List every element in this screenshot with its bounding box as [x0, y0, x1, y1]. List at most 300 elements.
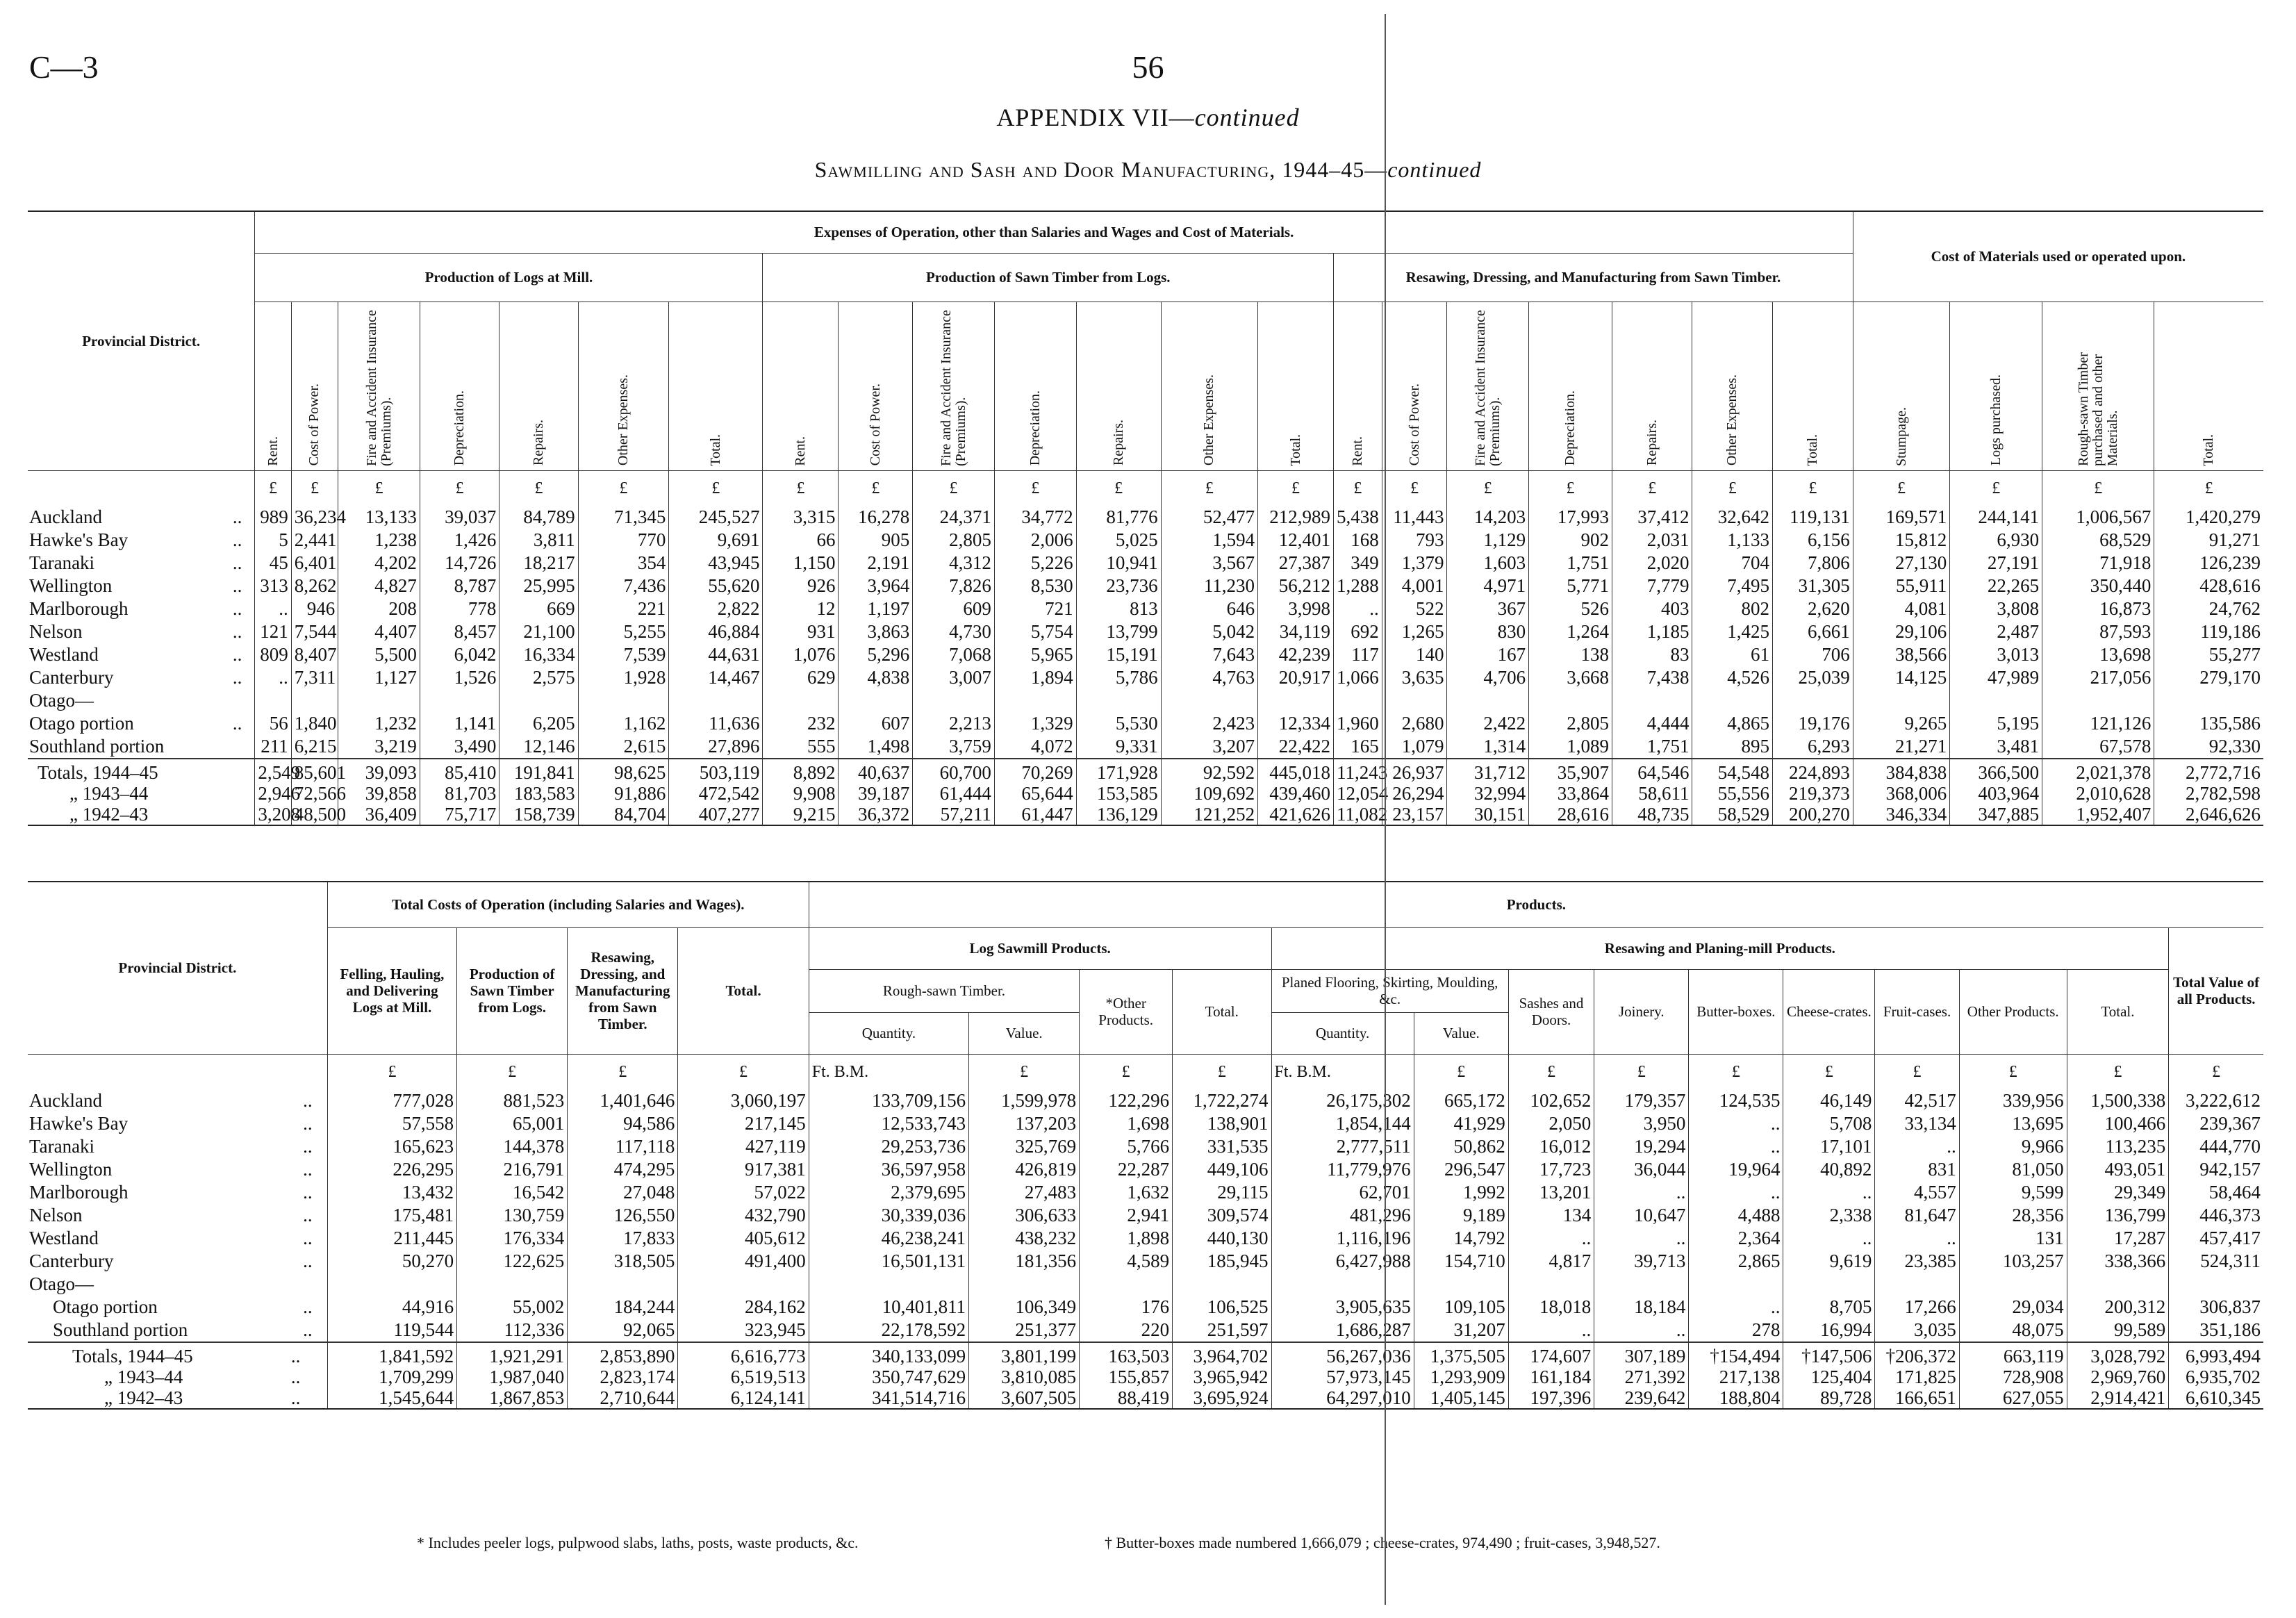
leader-dots: .. — [303, 1181, 313, 1203]
total-cell: 60,700 — [913, 759, 995, 783]
value-cell: 432,790 — [678, 1204, 809, 1227]
value-cell: 5,296 — [839, 643, 913, 666]
total-cell: 33,864 — [1529, 783, 1612, 804]
value-cell: 102,652 — [1508, 1089, 1594, 1112]
value-cell: 168 — [1334, 529, 1382, 552]
value-cell: 2,620 — [1772, 597, 1853, 620]
total-cell: 155,857 — [1080, 1367, 1173, 1387]
col-header-text: Repairs. — [530, 420, 546, 466]
value-cell: 4,865 — [1692, 712, 1773, 735]
value-cell: 221 — [578, 597, 669, 620]
value-cell: 446,373 — [2169, 1204, 2263, 1227]
district-name: Otago portion .. — [28, 712, 255, 735]
total-cell: 200,270 — [1772, 804, 1853, 825]
value-cell: 13,133 — [338, 506, 420, 529]
total-cell: 36,409 — [338, 804, 420, 825]
value-cell — [678, 1273, 809, 1296]
value-cell: 3,013 — [1950, 643, 2042, 666]
value-cell: 609 — [913, 597, 995, 620]
col-header-13 — [1258, 302, 1334, 470]
total-cell: 3,964,702 — [1173, 1342, 1271, 1367]
value-cell: 4,557 — [1875, 1181, 1959, 1204]
value-cell: 3,490 — [420, 735, 499, 759]
value-cell: 313 — [255, 575, 291, 597]
table-row — [28, 552, 2263, 575]
col-planed-value: Value. — [1414, 1012, 1508, 1054]
value-cell — [1080, 1273, 1173, 1296]
value-cell — [839, 689, 913, 712]
district-header: Provincial District. — [28, 211, 255, 470]
value-cell: 4,730 — [913, 620, 995, 643]
totals-label: Totals, 1944–45 — [28, 1342, 290, 1367]
total-cell: 445,018 — [1258, 759, 1334, 783]
col-header-text: Repairs. — [1644, 420, 1660, 466]
value-cell: 3,007 — [913, 666, 995, 689]
unit-cell: £ — [1959, 1054, 2067, 1089]
value-cell: 6,401 — [291, 552, 338, 575]
value-cell: 11,779,976 — [1271, 1158, 1414, 1181]
value-cell: 449,106 — [1173, 1158, 1271, 1181]
district-name: Nelson .. — [28, 620, 255, 643]
materials-group-header: Cost of Materials used or operated upon. — [1853, 211, 2263, 302]
col-header-5 — [578, 302, 669, 470]
unit-cell: £ — [1692, 470, 1773, 506]
unit-blank — [290, 1054, 327, 1089]
total-cell: 346,334 — [1853, 804, 1949, 825]
value-cell: 4,488 — [1689, 1204, 1783, 1227]
sawn-subheader: Production of Sawn Timber from Logs. — [763, 253, 1334, 302]
value-cell — [1772, 689, 1853, 712]
value-cell: 926 — [763, 575, 839, 597]
value-cell: 244,141 — [1950, 506, 2042, 529]
value-cell: 16,012 — [1508, 1135, 1594, 1158]
value-cell: 122,625 — [457, 1250, 568, 1273]
unit-cell: £ — [1258, 470, 1334, 506]
table-row — [28, 712, 2263, 735]
value-cell: 9,331 — [1076, 735, 1161, 759]
value-cell: 1,751 — [1612, 735, 1692, 759]
leader-dots: .. — [290, 1366, 301, 1387]
total-cell: 89,728 — [1783, 1387, 1875, 1409]
total-cell: 84,704 — [578, 804, 669, 825]
value-cell: 57,558 — [327, 1112, 456, 1135]
value-cell — [1875, 1273, 1959, 1296]
value-cell: 5,226 — [994, 552, 1076, 575]
value-cell: 36,234 — [291, 506, 338, 529]
value-cell: 2,423 — [1161, 712, 1257, 735]
total-cell: 55,556 — [1692, 783, 1773, 804]
value-cell: 607 — [839, 712, 913, 735]
total-cell: 1,841,592 — [327, 1342, 456, 1367]
total-cell: 188,804 — [1689, 1387, 1783, 1409]
unit-cell: £ — [2169, 1054, 2263, 1089]
value-cell: 9,265 — [1853, 712, 1949, 735]
value-cell: 92,065 — [568, 1319, 678, 1342]
total-cell: 88,419 — [1080, 1387, 1173, 1409]
value-cell: 216,791 — [457, 1158, 568, 1181]
unit-cell: £ — [839, 470, 913, 506]
value-cell: 1,498 — [839, 735, 913, 759]
value-cell: 3,964 — [839, 575, 913, 597]
value-cell: 13,201 — [1508, 1181, 1594, 1204]
value-cell: 3,219 — [338, 735, 420, 759]
col-header-text: Rent. — [265, 436, 281, 466]
value-cell: 37,412 — [1612, 506, 1692, 529]
total-cell: 70,269 — [994, 759, 1076, 783]
totals-row — [28, 783, 2263, 804]
value-cell: 2,379,695 — [809, 1181, 968, 1204]
total-cell: 2,772,716 — [2154, 759, 2263, 783]
value-cell: 99,589 — [2067, 1319, 2169, 1342]
value-cell: 7,438 — [1612, 666, 1692, 689]
total-cell: 2,969,760 — [2067, 1367, 2169, 1387]
value-cell: 830 — [1447, 620, 1529, 643]
total-cell: 92,592 — [1161, 759, 1257, 783]
district-name: Marlborough — [29, 1181, 129, 1203]
total-cell: 171,928 — [1076, 759, 1161, 783]
value-cell: 92,330 — [2154, 735, 2263, 759]
value-cell — [255, 689, 291, 712]
total-cell: 72,566 — [291, 783, 338, 804]
value-cell: 13,432 — [327, 1181, 456, 1204]
value-cell: 5,771 — [1529, 575, 1612, 597]
value-cell: 4,971 — [1447, 575, 1529, 597]
value-cell: 4,838 — [839, 666, 913, 689]
value-cell: 1,197 — [839, 597, 913, 620]
total-cell: 1,921,291 — [457, 1342, 568, 1367]
total-cell: 2,549 — [255, 759, 291, 783]
value-cell: 6,427,988 — [1271, 1250, 1414, 1273]
unit-cell: £ — [1689, 1054, 1783, 1089]
value-cell: 444,770 — [2169, 1135, 2263, 1158]
page-number: 56 — [1132, 49, 1164, 85]
leader-dots: .. — [303, 1296, 313, 1317]
value-cell: 50,862 — [1414, 1135, 1508, 1158]
district-name: Otago— — [29, 689, 94, 711]
value-cell: 165,623 — [327, 1135, 456, 1158]
total-cell: 174,607 — [1508, 1342, 1594, 1367]
value-cell: 5,042 — [1161, 620, 1257, 643]
value-cell — [809, 1273, 968, 1296]
totals-label: „ 1943–44 — [104, 1366, 183, 1387]
value-cell: 1,603 — [1447, 552, 1529, 575]
value-cell: 20,917 — [1258, 666, 1334, 689]
table-row — [28, 1089, 2263, 1112]
col-log-total: Total. — [1173, 969, 1271, 1054]
value-cell: 2,575 — [499, 666, 578, 689]
leader-dots: .. — [303, 1135, 313, 1157]
value-cell: 8,705 — [1783, 1296, 1875, 1319]
value-cell: 21,100 — [499, 620, 578, 643]
district-name: Westland — [29, 1227, 99, 1248]
leader-dots: .. — [232, 712, 242, 734]
col-header-16 — [1447, 302, 1529, 470]
value-cell: 42,517 — [1875, 1089, 1959, 1112]
total-cell: 6,610,345 — [2169, 1387, 2263, 1409]
value-cell — [1334, 689, 1382, 712]
value-cell: 2,050 — [1508, 1112, 1594, 1135]
total-cell: 271,392 — [1594, 1367, 1689, 1387]
value-cell: 4,202 — [338, 552, 420, 575]
value-cell: 350,440 — [2042, 575, 2154, 597]
col-header-text: Fire and Accident Insurance (Premiums). — [938, 309, 968, 466]
value-cell: .. — [1875, 1135, 1959, 1158]
value-cell: 34,119 — [1258, 620, 1334, 643]
total-cell: 54,548 — [1692, 759, 1773, 783]
total-cell: 171,825 — [1875, 1367, 1959, 1387]
total-cell: 163,503 — [1080, 1342, 1173, 1367]
leader-dots: .. — [232, 529, 242, 550]
value-cell: 1,141 — [420, 712, 499, 735]
value-cell: 121 — [255, 620, 291, 643]
value-cell: 704 — [1692, 552, 1773, 575]
value-cell: 14,726 — [420, 552, 499, 575]
value-cell: 144,378 — [457, 1135, 568, 1158]
value-cell: 793 — [1382, 529, 1447, 552]
leader-dots: .. — [303, 1204, 313, 1225]
value-cell: 131 — [1959, 1227, 2067, 1250]
value-cell: 17,833 — [568, 1227, 678, 1250]
value-cell: 117,118 — [568, 1135, 678, 1158]
value-cell — [1271, 1273, 1414, 1296]
value-cell: 34,772 — [994, 506, 1076, 529]
value-cell: 5,786 — [1076, 666, 1161, 689]
unit-blank — [28, 470, 255, 506]
value-cell: 55,002 — [457, 1296, 568, 1319]
value-cell: 3,998 — [1258, 597, 1334, 620]
value-cell: 367 — [1447, 597, 1529, 620]
value-cell: 220 — [1080, 1319, 1173, 1342]
total-cell: 9,215 — [763, 804, 839, 825]
col-felling: Felling, Hauling, and Delivering Logs at Mill. — [327, 927, 456, 1054]
value-cell: 1,420,279 — [2154, 506, 2263, 529]
value-cell: 138 — [1529, 643, 1612, 666]
col-total-value: Total Value of all Products. — [2169, 927, 2263, 1054]
value-cell: 22,178,592 — [809, 1319, 968, 1342]
col-fruit-cases: Fruit-cases. — [1875, 969, 1959, 1054]
value-cell: 19,176 — [1772, 712, 1853, 735]
col-header-9 — [913, 302, 995, 470]
value-cell: 66 — [763, 529, 839, 552]
district-header-2: Provincial District. — [28, 882, 327, 1054]
value-cell: 62,701 — [1271, 1181, 1414, 1204]
total-cell: 64,297,010 — [1271, 1387, 1414, 1409]
value-cell: 13,799 — [1076, 620, 1161, 643]
value-cell: 40,892 — [1783, 1158, 1875, 1181]
value-cell: 4,526 — [1692, 666, 1773, 689]
table-row — [28, 575, 2263, 597]
table-row — [28, 666, 2263, 689]
value-cell: 1,425 — [1692, 620, 1773, 643]
value-cell: 4,763 — [1161, 666, 1257, 689]
value-cell: 55,277 — [2154, 643, 2263, 666]
value-cell: 491,400 — [678, 1250, 809, 1273]
value-cell: 16,994 — [1783, 1319, 1875, 1342]
district-name: Otago— — [29, 1273, 94, 1294]
leader-dots: .. — [232, 620, 242, 642]
value-cell: 3,567 — [1161, 552, 1257, 575]
value-cell: 1,894 — [994, 666, 1076, 689]
col-other-products-star: *Other Products. — [1080, 969, 1173, 1054]
col-header-text: Cost of Power. — [867, 383, 883, 466]
value-cell: 13,695 — [1959, 1112, 2067, 1135]
value-cell: 1,686,287 — [1271, 1319, 1414, 1342]
district-name: Westland .. — [28, 643, 255, 666]
value-cell: 1,401,646 — [568, 1089, 678, 1112]
value-cell: 27,191 — [1950, 552, 2042, 575]
unit-cell: £ — [2067, 1054, 2169, 1089]
value-cell — [457, 1273, 568, 1296]
value-cell — [420, 689, 499, 712]
value-cell: 3,222,612 — [2169, 1089, 2263, 1112]
value-cell — [763, 689, 839, 712]
value-cell: 3,060,197 — [678, 1089, 809, 1112]
leader-dots: .. — [232, 575, 242, 596]
value-cell: 23,385 — [1875, 1250, 1959, 1273]
value-cell: 1,329 — [994, 712, 1076, 735]
unit-cell: £ — [1414, 1054, 1508, 1089]
value-cell — [1594, 1273, 1689, 1296]
value-cell: 17,287 — [2067, 1227, 2169, 1250]
value-cell: 3,863 — [839, 620, 913, 643]
total-cell: 219,373 — [1772, 783, 1853, 804]
total-cell: 91,886 — [578, 783, 669, 804]
costs-group-header: Total Costs of Operation (including Salaries and Wages). — [327, 882, 809, 927]
value-cell: 669 — [499, 597, 578, 620]
unit-cell: £ — [1447, 470, 1529, 506]
value-cell: .. — [1783, 1181, 1875, 1204]
value-cell: 71,918 — [2042, 552, 2154, 575]
value-cell: 4,706 — [1447, 666, 1529, 689]
value-cell: 165 — [1334, 735, 1382, 759]
unit-cell: Ft. B.M. — [1271, 1054, 1414, 1089]
table-row — [28, 1227, 2263, 1250]
value-cell: 36,597,958 — [809, 1158, 968, 1181]
col-joinery: Joinery. — [1594, 969, 1689, 1054]
value-cell: 2,020 — [1612, 552, 1692, 575]
value-cell: 5,500 — [338, 643, 420, 666]
total-cell: 121,252 — [1161, 804, 1257, 825]
value-cell: 3,759 — [913, 735, 995, 759]
value-cell: 7,068 — [913, 643, 995, 666]
leader-dots: .. — [232, 506, 242, 527]
resaw-planing-subheader: Resawing and Planing-mill Products. — [1271, 927, 2169, 969]
col-header-text: Other Expenses. — [616, 374, 631, 466]
value-cell: 87,593 — [2042, 620, 2154, 643]
totals-label: Totals, 1944–45 — [28, 759, 255, 783]
value-cell: 8,407 — [291, 643, 338, 666]
unit-cell: £ — [499, 470, 578, 506]
value-cell: 36,044 — [1594, 1158, 1689, 1181]
total-cell: 1,867,853 — [457, 1387, 568, 1409]
value-cell: 5,766 — [1080, 1135, 1173, 1158]
value-cell: 474,295 — [568, 1158, 678, 1181]
value-cell: 6,930 — [1950, 529, 2042, 552]
value-cell — [499, 689, 578, 712]
total-cell: 48,500 — [291, 804, 338, 825]
col-header-text: Total. — [707, 434, 723, 466]
value-cell: 16,278 — [839, 506, 913, 529]
totals-row — [28, 1342, 2263, 1367]
value-cell: 31,305 — [1772, 575, 1853, 597]
total-cell: 1,375,505 — [1414, 1342, 1508, 1367]
total-cell: 6,616,773 — [678, 1342, 809, 1367]
value-cell — [969, 1273, 1080, 1296]
total-cell: 158,739 — [499, 804, 578, 825]
value-cell: 46,149 — [1783, 1089, 1875, 1112]
table-row — [28, 1273, 2263, 1296]
col-header-text: Rent. — [1349, 436, 1365, 466]
total-cell: 403,964 — [1950, 783, 2042, 804]
total-cell: 1,987,040 — [457, 1367, 568, 1387]
value-cell: 1,751 — [1529, 552, 1612, 575]
unit-cell: £ — [1594, 1054, 1689, 1089]
value-cell: 646 — [1161, 597, 1257, 620]
value-cell: 184,244 — [568, 1296, 678, 1319]
total-cell: 472,542 — [669, 783, 763, 804]
log-sawmill-subheader: Log Sawmill Products. — [809, 927, 1271, 969]
value-cell: 1,594 — [1161, 529, 1257, 552]
value-cell: 1,066 — [1334, 666, 1382, 689]
value-cell: 3,950 — [1594, 1112, 1689, 1135]
total-cell: 2,646,626 — [2154, 804, 2263, 825]
district-name: Wellington .. — [28, 575, 255, 597]
value-cell: 1,185 — [1612, 620, 1692, 643]
value-cell: 217,145 — [678, 1112, 809, 1135]
total-cell: 57,211 — [913, 804, 995, 825]
unit-cell: £ — [1875, 1054, 1959, 1089]
unit-cell: £ — [1950, 470, 2042, 506]
value-cell: 1,500,338 — [2067, 1089, 2169, 1112]
value-cell: 113,235 — [2067, 1135, 2169, 1158]
value-cell: 39,713 — [1594, 1250, 1689, 1273]
value-cell: 2,006 — [994, 529, 1076, 552]
value-cell: .. — [1689, 1112, 1783, 1135]
table-row — [28, 597, 2263, 620]
value-cell: 56,212 — [1258, 575, 1334, 597]
value-cell — [338, 689, 420, 712]
value-cell: 31,207 — [1414, 1319, 1508, 1342]
district-name: Canterbury .. — [28, 666, 255, 689]
table-row — [28, 1319, 2263, 1342]
leader-dots: .. — [290, 1342, 327, 1367]
value-cell — [1950, 689, 2042, 712]
footnote-star: * Includes peeler logs, pulpwood slabs, laths, posts, waste products, &c. — [417, 1534, 859, 1551]
value-cell: 17,993 — [1529, 506, 1612, 529]
value-cell: 226,295 — [327, 1158, 456, 1181]
value-cell: 15,812 — [1853, 529, 1949, 552]
col-header-4 — [499, 302, 578, 470]
value-cell: 68,529 — [2042, 529, 2154, 552]
unit-cell: £ — [1080, 1054, 1173, 1089]
total-cell: 58,529 — [1692, 804, 1773, 825]
total-cell: 11,243 — [1334, 759, 1382, 783]
col-header-text: Cost of Power. — [1406, 383, 1422, 466]
value-cell: 14,467 — [669, 666, 763, 689]
value-cell: 16,873 — [2042, 597, 2154, 620]
unit-cell: £ — [420, 470, 499, 506]
col-header-text: Total. — [1287, 434, 1303, 466]
value-cell: 2,941 — [1080, 1204, 1173, 1227]
col-cheese-crates: Cheese-crates. — [1783, 969, 1875, 1054]
value-cell: 119,186 — [2154, 620, 2263, 643]
col-header-7 — [763, 302, 839, 470]
total-cell: 81,703 — [420, 783, 499, 804]
value-cell — [1414, 1273, 1508, 1296]
value-cell: 9,619 — [1783, 1250, 1875, 1273]
value-cell: 13,698 — [2042, 643, 2154, 666]
unit-cell: £ — [1853, 470, 1949, 506]
